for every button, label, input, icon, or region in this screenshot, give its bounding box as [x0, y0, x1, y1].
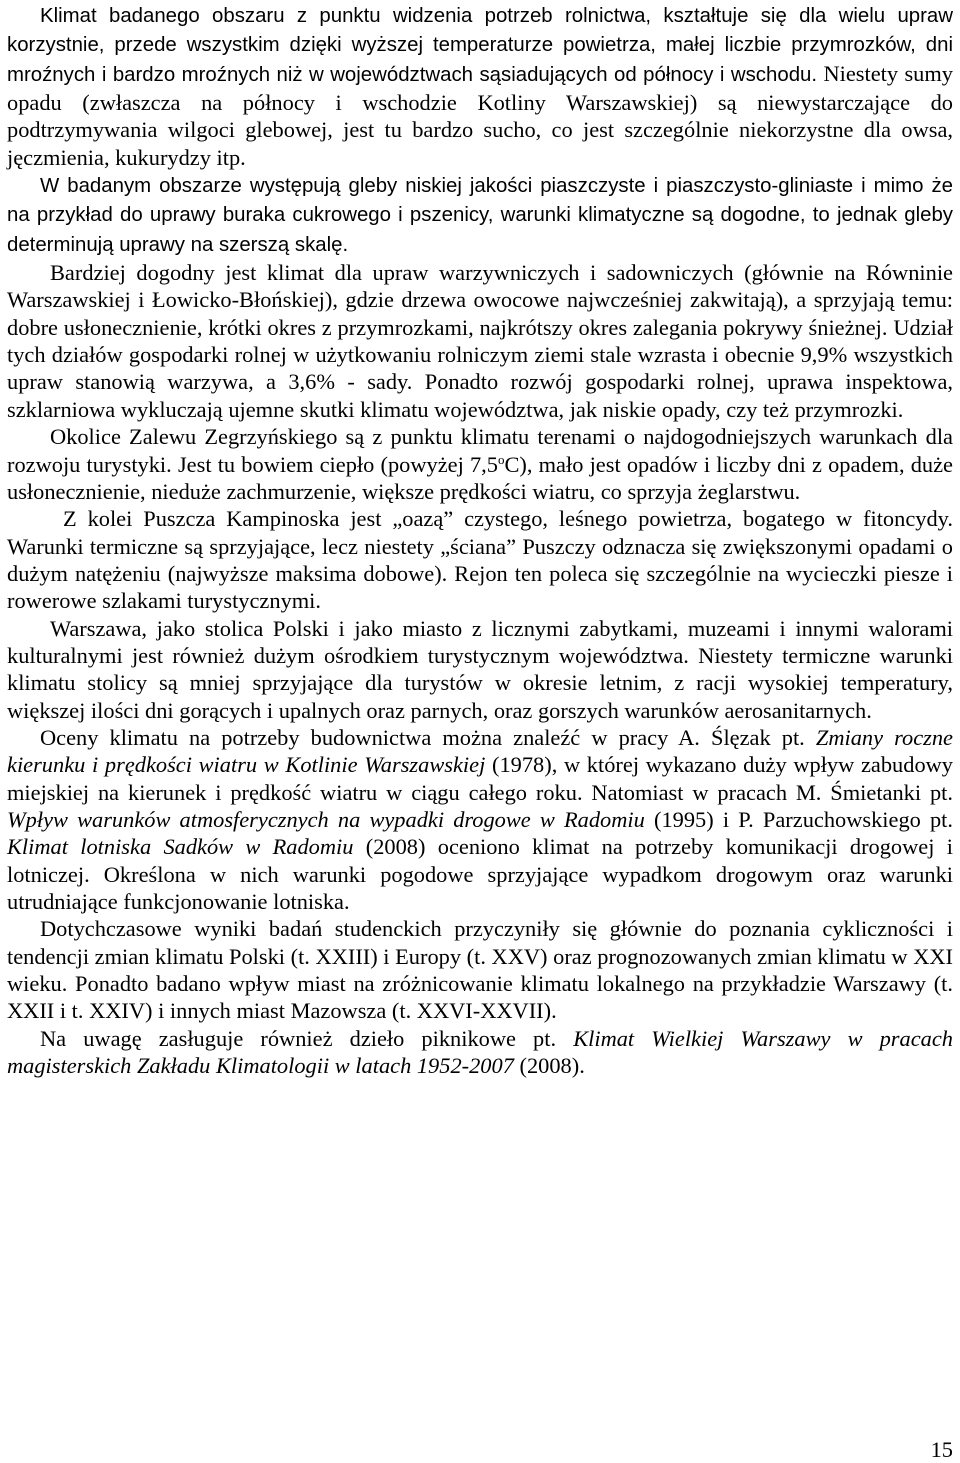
paragraph-sentence: Warunki termiczne są sprzyjające, lecz niestety „ściana” Puszczy odznacza się zwiększonymi opadami o dużym natężeniu (najwyższe maksima dobowe). Rejon ten poleca się szczególnie na wycieczki piesze i rowerowe szlakami turystycznymi.	[7, 533, 953, 614]
paragraph-sentence: Bardziej dogodny jest klimat dla upraw warzywniczych i sadowniczych (głównie na Równinie Warszawskiej i Łowicko-Błońskiej), gdzie drzewa owocowe najwcześniej zakwitają), a sprzyjają temu: dobre usłonecznienie, krótki okres z przymrozkami, najkrótszy okres zalegania pokrywy śnieżnej.	[7, 260, 953, 340]
paragraph-sentence: Ponadto rozwój gospodarki rolnej, uprawa inspektowa, szklarniowa wykluczają ujemne skutki klimatu województwa, jak niskie opady, czy też przymrozki.	[7, 369, 953, 422]
degree-symbol: o	[497, 451, 505, 467]
paragraph	[7, 724, 953, 915]
document-page	[7, 0, 953, 1463]
cited-work-title: Klimat lotniska Sadków w Radomiu	[7, 834, 354, 860]
paragraph-sentence: Niestety sumy opadu (zwłaszcza na północy i wschodzie Kotliny Warszawskiej) są niewystarczające do podtrzymywania wilgoci glebowej, jest tu bardzo sucho, co jest szczególnie niekorzystne dla owsa, jęczmienia, kukurydzy itp.	[7, 60, 953, 170]
paragraph	[7, 171, 953, 259]
paragraph-sentence: (2008).	[519, 1053, 585, 1079]
paragraph-sentence: Oceny klimatu na potrzeby budownictwa można znaleźć w pracy A. Ślęzak pt.	[40, 724, 805, 750]
paragraph-sentence: Jest tu bowiem ciepło (powyżej 7,5	[177, 451, 498, 477]
paragraph-sentence: Dotychczasowe wyniki badań studenckich przyczyniły się głównie do poznania cykliczności i tendencji zmian klimatu Polski (t. XXIII) i Europy (t. XXV) oraz prognozowanych zmian klimatu w XXI wieku. Ponadto badano wpływ miast na zróżnicowanie klimatu lokalnego na przykładzie Warszawy (t. XXII i t. XXIV) i innych miast Mazowsza (t. XXVI-XXVII).	[7, 916, 953, 1024]
paragraph-sentence: (1978), w której wykazano duży wpływ zabudowy miejskiej na kierunek i prędkość wiatru w ciągu całego roku. Natomiast w pracach M. Śmietanki pt.	[7, 752, 953, 805]
paragraph	[7, 1025, 953, 1080]
document-body	[7, 1, 953, 1079]
cited-work-title: Klimat Wielkiej Warszawy w pracach magisterskich Zakładu Klimatologii w latach 1952-2007	[7, 1025, 953, 1079]
page-number: 15	[930, 1437, 953, 1462]
paragraph	[7, 423, 953, 505]
paragraph-sentence: Okolice Zalewu Zegrzyńskiego są z punktu klimatu terenami o najdogodniejszych warunkach dla rozwoju turystyki.	[7, 424, 953, 477]
paragraph-sentence: (2008) oceniono klimat na potrzeby komunikacji drogowej i lotniczej. Określona w nich warunki pogodowe sprzyjające wypadkom drogowym oraz warunki utrudniające funkcjonowanie lotniska.	[7, 834, 953, 914]
paragraph-sentence: C), mało jest opadów i liczby dni z opadem, duże usłonecznienie, nieduże zachmurzenie, większe prędkości wiatru, co sprzyja żeglarstwu.	[7, 451, 953, 504]
paragraph	[7, 1, 953, 171]
paragraph	[7, 615, 953, 724]
paragraph-sentence: (1995) i P. Parzuchowskiego pt.	[653, 806, 954, 832]
cited-work-title: Zmiany roczne kierunku i prędkości wiatru w Kotlinie Warszawskiej	[7, 724, 953, 778]
paragraph-sentence: W badanym obszarze występują gleby niskiej jakości piaszczyste i piaszczysto-gliniaste i mimo że na przykład do uprawy buraka cukrowego i pszenicy, warunki klimatyczne są dogodne, to jednak gleby determinują uprawy na szerszą skalę.	[7, 175, 953, 256]
paragraph	[7, 505, 953, 614]
paragraph	[7, 259, 953, 423]
paragraph-sentence: Na uwagę zasługuje również dzieło piknikowe pt.	[40, 1025, 557, 1051]
paragraph-sentence: Z kolei Puszcza Kampinoska jest „oazą” czystego, leśnego powietrza, bogatego w fitoncydy.	[63, 506, 953, 532]
paragraph-sentence: Udział tych działów gospodarki rolnej w użytkowaniu rolniczym ziemi stale wzrasta i obecnie 9,9% wszystkich upraw stanowią warzywa, a 3,6% - sady.	[7, 314, 953, 395]
paragraph-sentence: Warszawa, jako stolica Polski i jako miasto z licznymi zabytkami, muzeami i innymi walorami kulturalnymi jest również dużym ośrodkiem turystycznym województwa. Niestety termiczne warunki klimatu stolicy są mniej sprzyjające dla turystów w okresie letnim, z racji wysokiej temperatury, większej ilości dni gorących i upalnych oraz parnych, oraz gorszych warunków aerosanitarnych.	[7, 615, 953, 723]
cited-work-title: Wpływ warunków atmosferycznych na wypadki drogowe w Radomiu	[7, 806, 645, 832]
paragraph-sentence: Klimat badanego obszaru z punktu widzenia potrzeb rolnictwa, kształtuje się dla wielu upraw korzystnie, przede wszystkim dzięki wyższej temperaturze powietrza, małej liczbie przymrozków, dni mroźnych i bardzo mroźnych niż w województwach sąsiadujących od północy i wschodu.	[7, 5, 953, 86]
paragraph	[7, 915, 953, 1024]
